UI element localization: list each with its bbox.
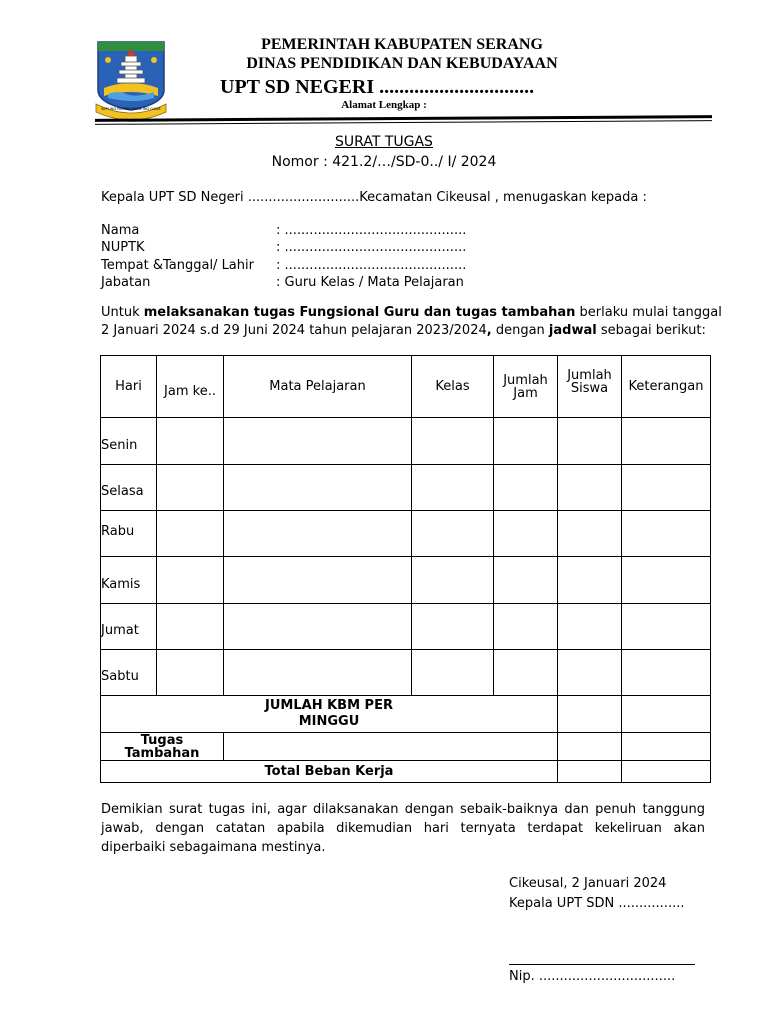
table-cell [224,650,412,696]
field-value-nama: : ............................................ [276,223,467,238]
table-cell [622,604,711,650]
table-cell [558,418,622,465]
table-cell [494,418,558,465]
header-government: PEMERINTAH KABUPATEN SERANG [261,36,543,53]
header-jam-ke: Jam ke.. [157,356,224,418]
header-department: DINAS PENDIDIKAN DAN KEBUDAYAAN [246,55,558,72]
signature-position: Kepala UPT SDN ................ [509,896,685,911]
table-cell [494,465,558,511]
header-address: Alamat Lengkap : [341,99,427,111]
table-cell [622,418,711,465]
table-cell [622,761,711,783]
table-cell [494,511,558,557]
letter-number: Nomor : 421.2/…/SD-0../ I/ 2024 [271,154,497,170]
total-kbm-label: JUMLAH KBM PER MINGGU [101,696,558,733]
table-row [101,604,711,650]
table-cell [157,557,224,604]
table-cell [622,511,711,557]
table-cell [412,511,494,557]
table-cell [622,733,711,761]
letter-title: SURAT TUGAS [335,134,433,150]
assignment-line-2: 2 Januari 2024 s.d 29 Juni 2024 tahun pelajaran 2023/2024, dengan jadwal sebagai berikut: [101,323,706,338]
table-cell [558,696,622,733]
table-row-total-kbm [101,696,711,733]
table-cell [558,604,622,650]
table-cell [622,557,711,604]
table-cell [494,604,558,650]
field-value-ttl: : ............................................ [276,258,467,273]
table-cell [558,761,622,783]
header-keterangan: Keterangan [622,356,711,418]
signature-place-date: Cikeusal, 2 Januari 2024 [509,876,667,891]
table-cell [558,465,622,511]
total-beban-label: Total Beban Kerja [101,761,558,783]
table-cell [558,557,622,604]
schedule-table [100,355,711,783]
table-cell [622,465,711,511]
letter-intro: Kepala UPT SD Negeri ...........................Kecamatan Cikeusal , menugaskan kepada : [101,190,647,205]
table-cell [412,604,494,650]
table-cell [558,511,622,557]
field-label-jabatan: Jabatan [101,275,151,290]
table-row [101,465,711,511]
table-row [101,511,711,557]
field-label-ttl: Tempat &Tanggal/ Lahir [101,258,254,273]
table-cell [224,465,412,511]
table-cell [622,696,711,733]
tugas-tambahan-label: Tugas Tambahan [101,733,224,761]
table-row-total-beban [101,761,711,783]
table-header-row [101,356,711,418]
table-cell [157,465,224,511]
logo-motto: SEPI ING PAMRIH RAME ING GAWE [101,107,161,111]
signature-nip: Nip. ................................. [509,969,676,984]
table-row [101,557,711,604]
table-cell [494,650,558,696]
signature-line [509,964,695,965]
field-label-nama: Nama [101,223,140,238]
table-cell [224,511,412,557]
table-cell [157,418,224,465]
table-cell [412,418,494,465]
field-value-jabatan: : Guru Kelas / Mata Pelajaran [276,275,464,290]
field-value-nuptk: : ............................................ [276,240,467,255]
day-kamis: Kamis [101,557,157,604]
header-school-name: UPT SD NEGERI ............................... [220,76,535,98]
table-row [101,650,711,696]
table-cell [157,511,224,557]
day-rabu: Rabu [101,511,157,557]
table-row [101,418,711,465]
table-row-tugas-tambahan [101,733,711,761]
assignment-line-1: Untuk melaksanakan tugas Fungsional Guru dan tugas tambahan berlaku mulai tanggal [101,305,722,320]
table-cell [558,733,622,761]
table-cell [224,418,412,465]
header-jumlah-jam: Jumlah Jam [494,356,558,418]
header-hari: Hari [101,356,157,418]
table-cell [494,557,558,604]
table-cell [412,650,494,696]
field-label-nuptk: NUPTK [101,240,145,255]
header-kelas: Kelas [412,356,494,418]
closing-paragraph: Demikian surat tugas ini, agar dilaksanakan dengan sebaik-baiknya dan penuh tanggung jawab, dengan catatan apabila dikemudian hari ternyata terdapat kekeliruan akan diperbaiki sebagaimana mestinya. [101,802,705,855]
table-cell [412,465,494,511]
table-cell [412,557,494,604]
day-sabtu: Sabtu [101,650,157,696]
table-cell [224,733,558,761]
table-cell [157,604,224,650]
table-cell [622,650,711,696]
day-jumat: Jumat [101,604,157,650]
day-selasa: Selasa [101,465,157,511]
day-senin: Senin [101,418,157,465]
table-cell [224,604,412,650]
table-cell [157,650,224,696]
table-cell [558,650,622,696]
header-jumlah-siswa: Jumlah Siswa [558,356,622,418]
table-cell [224,557,412,604]
header-mata-pelajaran: Mata Pelajaran [224,356,412,418]
